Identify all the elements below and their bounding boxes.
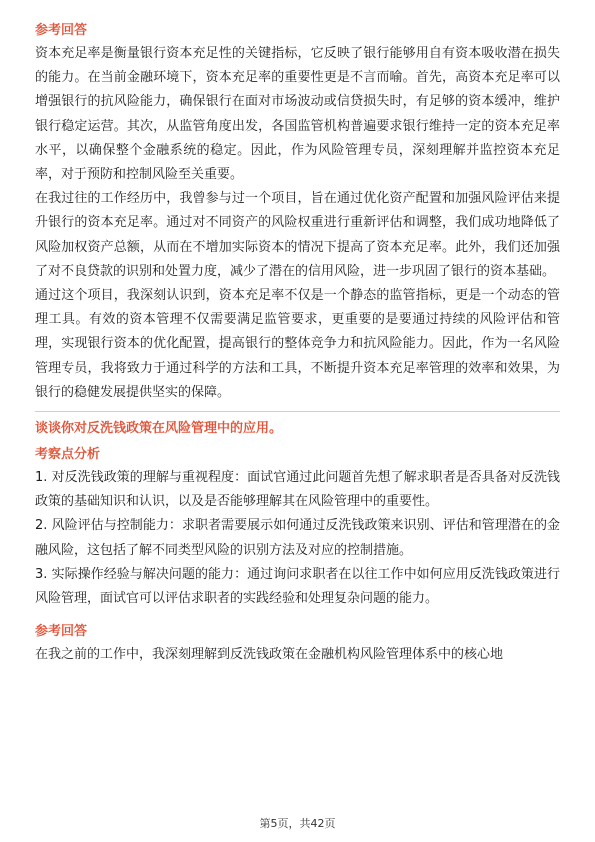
analysis-item: 3. 实际操作经验与解决问题的能力：通过询问求职者在以往工作中如何应用反洗钱政策进行风险管理，面试官可以评估求职者的实践经验和处理复杂问题的能力。	[35, 566, 560, 607]
answer-paragraph: 通过这个项目，我深刻认识到，资本充足率不仅是一个静态的监管指标，更是一个动态的管理工具。有效的资本管理不仅需要满足监管要求，更重要的是要通过持续的风险评估和管理，实现银行资本的优化配置，提高银行的整体竞争力和抗风险能力。因此，作为一名风险管理专员，我将致力于通过科学的方法和工具，不断提升资本充足率管理的效率和效果，为银行的稳健发展提供坚实的保障。	[35, 288, 560, 400]
reference-answer-heading: 参考回答	[35, 624, 88, 640]
question-title: 谈谈你对反洗钱政策在风险管理中的应用。	[35, 421, 283, 437]
reference-answer-heading: 参考回答	[35, 23, 88, 38]
analysis-item: 2. 风险评估与控制能力：求职者需要展示如何通过反洗钱政策来识别、评估和管理潜在的金融风险，这包括了解不同类型风险的识别方法及对应的控制措施。	[35, 518, 560, 558]
page-number: 第5页，共42页	[259, 817, 336, 830]
analysis-item: 1. 对反洗钱政策的理解与重视程度：面试官通过此问题首先想了解求职者是否具备对反洗钱政策的基础知识和认识，以及是否能够理解其在风险管理中的重要性。	[35, 470, 560, 510]
analysis-heading: 考察点分析	[35, 447, 101, 463]
answer-paragraph: 在我之前的工作中，我深刻理解到反洗钱政策在金融机构风险管理体系中的核心地	[35, 647, 504, 663]
page-content	[35, 20, 560, 667]
answer-paragraph: 在我过往的工作经历中，我曾参与过一个项目，旨在通过优化资产配置和加强风险评估来提升银行的资本充足率。通过对不同资产的风险权重进行重新评估和调整，我们成功地降低了风险加权资产总额，从而在不增加实际资本的情况下提高了资本充足率。此外，我们还加强了对不良贷款的识别和处置力度，减少了潜在的信用风险，进一步巩固了银行的资本基础。	[35, 191, 560, 279]
section-divider	[35, 411, 560, 412]
answer-paragraph: 资本充足率是衡量银行资本充足性的关键指标，它反映了银行能够用自有资本吸收潜在损失的能力。在当前金融环境下，资本充足率的重要性更是不言而喻。首先，高资本充足率可以增强银行的抗风险能力，确保银行在面对市场波动或信贷损失时，有足够的资本缓冲，维护银行稳定运营。其次，从监管角度出发，各国监管机构普遍要求银行维持一定的资本充足率水平，以确保整个金融系统的稳定。因此，作为风险管理专员，深刻理解并监控资本充足率，对于预防和控制风险至关重要。	[35, 46, 560, 183]
